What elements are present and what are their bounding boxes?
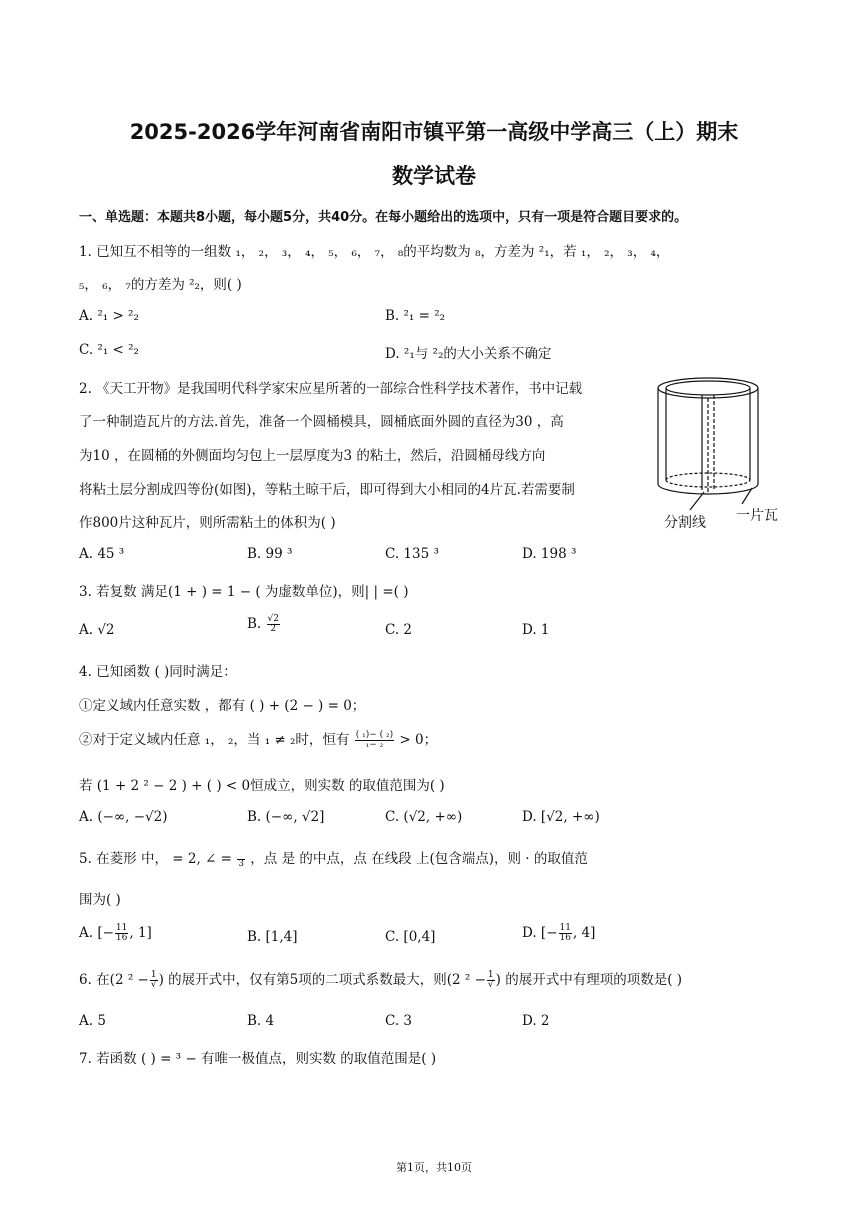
q5-angle-denominator: 3 [238,859,244,869]
q5-angle-fraction [237,850,245,869]
title-line1: 2025-2026学年河南省南阳市镇平第一高级中学高三（上）期末 [129,120,739,144]
q2-line4: 将粘土层分割成四等份(如图)，等粘土晾干后，即可得到大小相同的4片瓦.若需要制 [79,482,575,498]
q6-line1 [79,968,682,990]
q5-d-numerator: 11 [559,923,571,933]
q3-option-c: C. 2 [385,622,413,638]
q6-fraction-2 [487,971,495,990]
q2-option-a: A. 45 ³ [79,546,125,562]
q7-line1: 7. 若函数 ( ) = ³ − 有唯一极值点，则实数 的取值范围是( ) [79,1051,437,1067]
q5-d-post: , 4] [572,925,596,941]
q3-line1: 3. 若复数 满足(1 + ) = 1 − ( 为虚数单位)，则| | =( ) [79,584,409,600]
q6-option-c: C. 3 [385,1013,413,1029]
q4-line3-fraction [355,731,394,750]
q5-d-denominator: 16 [559,933,571,943]
q6-fraction-1 [150,971,158,990]
q3-option-b-label: B. [247,616,262,632]
q1-option-d: D. ²₁与 ²₂的大小关系不确定 [385,346,552,362]
q3-option-a: A. √2 [79,622,115,638]
q2-option-c: C. 135 ³ [385,546,439,562]
title-line2: 数学试卷 [392,164,476,188]
q6-frac1-numerator: 1 [150,970,157,980]
q1-line1: 1. 已知互不相等的一组数 ₁， ₂， ₃， ₄， ₅， ₆， ₇， ₈的平均数为 ₈，方差为 ²₁，若 ₁， ₂， ₃， ₄， [79,244,670,260]
q4-line2: ①定义域内任意实数 ，都有 ( ) + (2 − ) = 0； [79,698,366,714]
q4-option-d: D. [√2, +∞) [522,809,600,825]
q5-a-denominator: 16 [115,933,128,943]
q6-option-b: B. 4 [247,1013,275,1029]
q4-line3-text: ②对于定义域内任意 ₁， ₂，当 ₁ ≠ ₂时，恒有 [79,732,350,748]
q6-pre: 6. 在(2 ² − [79,972,149,988]
q5-line1-tail: ，点 是 的中点，点 在线段 上(包含端点)，则 · 的取值范 [250,851,588,867]
q5-option-d [522,924,595,943]
q6-option-d: D. 2 [522,1013,550,1029]
q2-line5: 作800片这种瓦片，则所需粘土的体积为( ) [79,515,336,531]
q6-frac2-numerator: 1 [487,970,494,980]
q1-option-c: C. ²₁ < ²₂ [79,342,139,358]
q6-mid: ) 的展开式中，仅有第5项的二项式系数最大，则(2 ² − [158,972,486,988]
q2-option-b: B. 99 ³ [247,546,293,562]
q2-line3: 为10 ，在圆桶的外侧面均匀包上一层厚度为3 的粘土，然后，沿圆桶母线方向 [79,448,546,464]
q4-option-c: C. (√2, +∞) [385,809,463,825]
section-header: 一、单选题：本题共8小题，每小题5分，共40分。在每小题给出的选项中，只有一项是符合题目要求的。 [79,210,688,225]
q3-b-denominator: 2 [270,624,277,634]
q5-option-b: B. [1,4] [247,929,298,945]
q4-option-a: A. (−∞, −√2) [79,809,168,825]
q5-a-pre: A. [− [79,925,114,941]
q2-option-d: D. 198 ³ [522,546,577,562]
q1-option-a: A. ²₁ > ²₂ [79,308,139,324]
q5-line2: 围为( ) [79,892,121,908]
q5-option-a [79,924,152,943]
q4-line3 [79,728,437,750]
q3-option-d: D. 1 [522,622,550,638]
q6-frac2-denominator: √ [487,980,494,990]
q5-a-post: , 1] [129,925,152,941]
q5-a-fraction [115,924,128,943]
page-footer: 第1页，共10页 [396,1161,472,1174]
q4-fraction-numerator: ( ₁)− ( ₂) [355,730,394,740]
q6-frac1-denominator: √ [150,980,157,990]
q6-option-a: A. 5 [79,1013,106,1029]
q3-option-b [247,615,281,634]
q5-d-pre: D. [− [522,925,558,941]
q5-line1-text: 5. 在菱形 中， = 2, ∠ = [79,851,232,867]
q4-option-b: B. (−∞, √2] [247,809,325,825]
q5-line1 [79,847,588,869]
q5-d-fraction [559,924,572,943]
q4-line3-tail: > 0； [399,732,438,748]
q3-b-numerator: √2 [267,614,279,624]
figure-label-split-line: 分割线 [664,515,706,531]
q1-line2: ₅， ₆， ₇的方差为 ²₂，则( ) [79,277,242,293]
q4-fraction-denominator: ₁− ₂ [365,740,384,750]
q1-option-b: B. ²₁ = ²₂ [385,308,446,324]
q4-line4: 若 (1 + 2 ² − 2 ) + ( ) < 0恒成立，则实数 的取值范围为( ) [79,778,445,794]
q3-option-b-fraction [267,615,280,634]
q2-line1: 2. 《天工开物》是我国明代科学家宋应星所著的一部综合性科学技术著作，书中记载 [79,381,583,397]
q6-post: ) 的展开式中有理项的项数是( ) [495,972,683,988]
q4-line1: 4. 已知函数 ( )同时满足： [79,664,237,680]
q5-a-numerator: 11 [115,923,128,933]
q2-line2: 了一种制造瓦片的方法.首先，准备一个圆桶模具，圆桶底面外圆的直径为30 ，高 [79,414,564,430]
figure-label-tile: 一片瓦 [736,508,778,524]
q5-option-c: C. [0,4] [385,929,436,945]
